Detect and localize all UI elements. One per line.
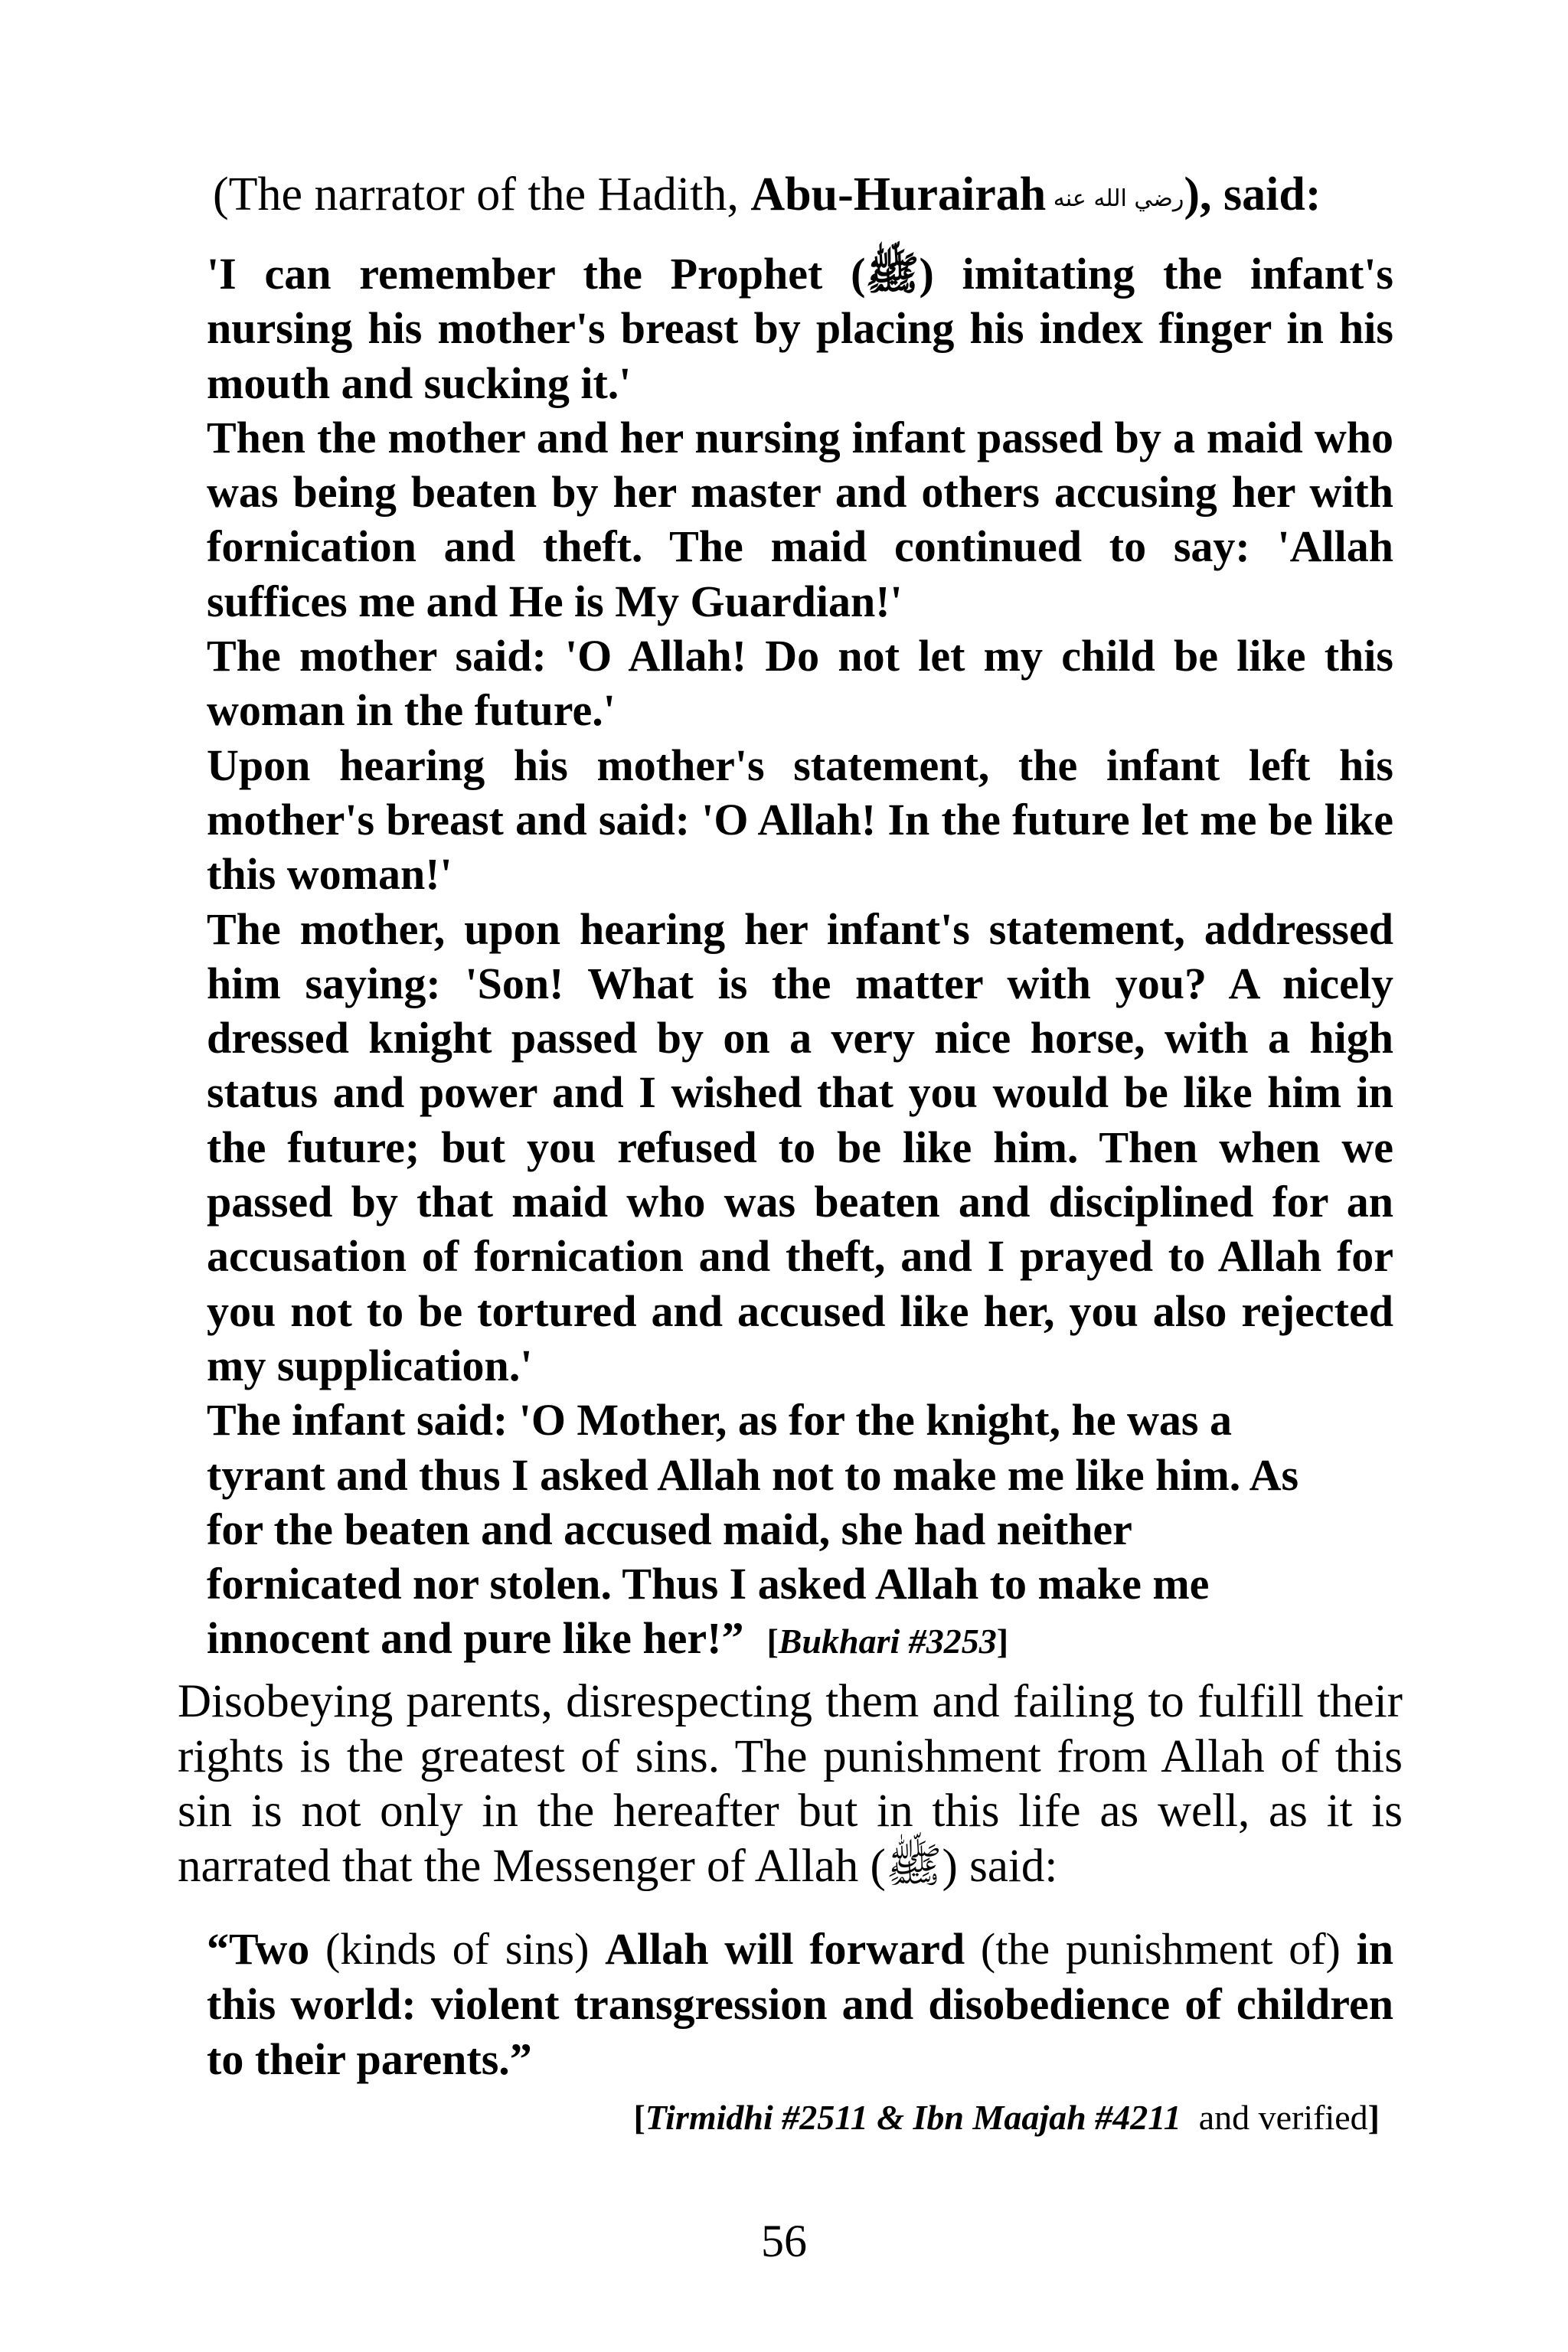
hadith-paragraph: Upon hearing his mother's statement, the infant left his mother's breast and said: 'O Allah! In the future let me be like this woman!' (207, 740, 1393, 900)
hadith-line: The infant said: 'O Mother, as for the knight, he was a (207, 1395, 1232, 1446)
hadith-last-line (207, 1611, 1393, 1668)
narrator-suffix: ), said: (1184, 168, 1321, 220)
hadith-paragraph: The mother said: 'O Allah! Do not let my child be like this woman in the future.' (207, 631, 1393, 736)
hadith-paragraph: The mother, upon hearing her infant's statement, addressed him saying: 'Son! What is the matter with you? A nicely dressed knight passed by on a very nice horse, with a high status and power and I wished that you would be like him in the future; but you refused to be like him. Then when we passed by that maid who was beaten and disciplined for an accusation of fornication and theft, and I prayed to Allah for you not to be tortured and accused like her, you also rejected my supplication.' (207, 903, 1393, 1390)
hadith-line: for the beaten and accused maid, she had neither (207, 1504, 1132, 1554)
quote-open: “Two (207, 1924, 310, 1974)
citation-bracket: [ (633, 2098, 645, 2137)
tirmidhi-citation (633, 2096, 1380, 2139)
citation-tail: and verified (1181, 2098, 1368, 2137)
hadith-paragraph: 'I can remember the Prophet (ﷺ) imitating the infant's nursing his mother's breast by placing his index finger in his mouth and sucking it.' (207, 249, 1394, 408)
citation-source: Bukhari #3253 (778, 1622, 997, 1661)
hadith-quote (207, 1922, 1393, 2087)
narrator-prefix: (The narrator of the Hadith, (213, 168, 751, 220)
quote-segment: (the punishment of) (965, 1924, 1357, 1974)
quote-segment: Allah will forward (605, 1924, 965, 1974)
citation-bracket: [ (766, 1622, 779, 1661)
hadith-line: fornicated nor stolen. Thus I asked Allah to make me (207, 1559, 1210, 1609)
hadith-line: tyrant and thus I asked Allah not to make me like him. As (207, 1449, 1299, 1500)
narrator-line (213, 167, 1407, 227)
citation-bracket: ] (996, 1622, 1009, 1661)
citation-bracket: ] (1367, 2098, 1380, 2137)
quote-segment: (kinds of sins) (309, 1924, 606, 1974)
hadith-paragraph: Then the mother and her nursing infant passed by a maid who was being beaten by her master and others accusing her with fornication and theft. The maid continued to say: 'Allah suffices me and He is My Guardian!' (207, 412, 1393, 626)
narrator-name: Abu-Hurairah (750, 168, 1047, 220)
bukhari-citation (766, 1622, 1008, 1661)
citation-sources: Tirmidhi #2511 & Ibn Maajah #4211 (645, 2098, 1181, 2137)
page-number: 56 (761, 2216, 807, 2266)
honorific-glyph: رضي الله عنه (1046, 185, 1184, 212)
body-paragraph: Disobeying parents, disrespecting them and failing to fulfill their rights is the greatest of sins. The punishment from Allah of this sin is not only in the hereafter but in this life as well, as it is narrated that the Messenger of Allah (ﷺ) said: (178, 1676, 1403, 1892)
hadith-text (207, 247, 1393, 1669)
hadith-closing-text: innocent and pure like her!” (207, 1613, 744, 1664)
quote-segment: in this world: violent transgression and disobedience of children to their parents.” (207, 1924, 1393, 2084)
